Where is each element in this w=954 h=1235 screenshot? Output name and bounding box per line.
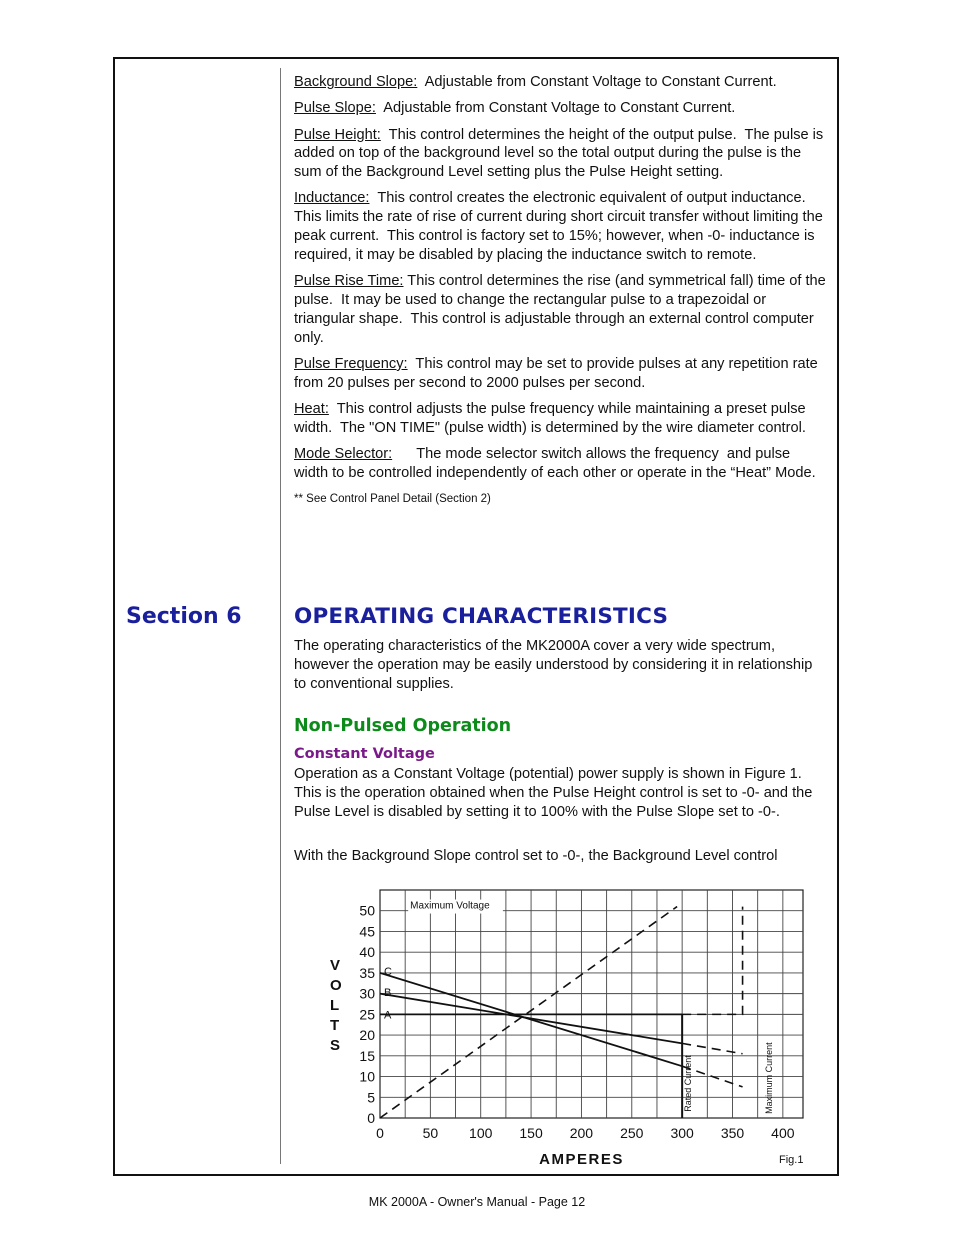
- control-term: Mode Selector:: [294, 446, 393, 463]
- section-label: Section 6: [126, 604, 242, 629]
- x-tick-label: 350: [720, 1125, 745, 1141]
- series-line: [682, 1043, 742, 1053]
- series-line: [380, 907, 677, 1118]
- annotation-max-voltage: Maximum Voltage: [410, 900, 490, 912]
- subheading-non-pulsed: Non-Pulsed Operation: [294, 716, 512, 736]
- subheading-constant-voltage: Constant Voltage: [294, 746, 435, 762]
- x-tick-label: 100: [469, 1125, 493, 1141]
- x-tick-label: 250: [620, 1125, 644, 1141]
- control-description: This control adjusts the pulse frequency while maintaining a preset pulse width. The "ON TIME" (pulse width) is determined by the wire diameter control.: [294, 400, 810, 436]
- control-description: The mode selector switch allows the frequency and pulse width to be controlled independently of each other or operate in the “Heat” Mode.: [294, 446, 816, 481]
- control-paragraph: [294, 355, 828, 393]
- footnote: ** See Control Panel Detail (Section 2): [294, 493, 491, 506]
- curve-label: A: [384, 1009, 392, 1022]
- page-footer: MK 2000A - Owner's Manual - Page 12: [368, 1195, 586, 1209]
- curve-label: B: [384, 986, 392, 999]
- y-tick-label: 45: [359, 923, 375, 940]
- y-tick-label: 50: [359, 902, 375, 919]
- control-paragraph: [294, 400, 828, 438]
- x-tick-label: 50: [422, 1125, 439, 1141]
- y-tick-label: 5: [367, 1089, 375, 1106]
- y-axis-label: V O L T S: [330, 957, 342, 1054]
- y-tick-label: 35: [359, 964, 375, 981]
- y-tick-label: 10: [359, 1068, 375, 1085]
- control-term: Pulse Rise Time:: [294, 273, 404, 290]
- x-axis-label: AMPERES: [539, 1151, 624, 1168]
- control-description: Adjustable from Constant Voltage to Constant Current.: [417, 74, 777, 90]
- control-description: This control creates the electronic equivalent of output inductance. This limits the rate of rise of current during short circuit transfer without limiting the peak current. This control is factory set to 15%; however, when -0- inductance is required, it may be disabled by placing the inductance switch to remote.: [294, 190, 827, 263]
- bg-paragraph: With the Background Slope control set to -0-, the Background Level control: [294, 848, 778, 864]
- x-tick-label: 0: [376, 1125, 384, 1141]
- control-description: Adjustable from Constant Voltage to Constant Current.: [375, 100, 736, 117]
- intro-paragraph: The operating characteristics of the MK2000A cover a very wide spectrum, however the operation may be easily understood by considering it in relationship to conventional supplies.: [294, 638, 813, 692]
- series-line: [682, 907, 742, 1015]
- control-description: This control determines the height of the output pulse. The pulse is added on top of the background level so the total output during the pulse is the sum of the Background Level setting plus the Pulse Height setting.: [294, 126, 828, 181]
- y-tick-label: 15: [359, 1047, 375, 1064]
- x-tick-label: 400: [771, 1125, 795, 1141]
- control-term: Background Slope:: [294, 74, 418, 90]
- control-paragraph: [294, 189, 828, 264]
- x-tick-label: 150: [519, 1125, 543, 1141]
- control-description: This control determines the rise (and symmetrical fall) time of the pulse. It may be used to change the rectangular pulse to a trapezoidal or triangular shape. This control is adjustable through an external control computer only.: [294, 273, 830, 346]
- y-tick-label: 20: [359, 1027, 375, 1044]
- y-tick-label: 30: [359, 985, 375, 1002]
- figure-1-chart: [310, 880, 820, 1175]
- annotation-rated-current: Rated Current: [683, 1055, 694, 1112]
- y-tick-label: 0: [367, 1110, 375, 1126]
- x-tick-label: 200: [569, 1125, 594, 1141]
- control-description: This control may be set to provide pulses at any repetition rate from 20 pulses per second to 2000 pulses per second.: [294, 355, 822, 391]
- control-term: Pulse Slope:: [294, 100, 376, 117]
- control-term: Pulse Height:: [294, 126, 381, 143]
- figure-label: Fig.1: [779, 1154, 804, 1166]
- control-term: Pulse Frequency:: [294, 355, 408, 372]
- y-tick-label: 40: [359, 944, 375, 961]
- control-paragraph: [294, 73, 828, 92]
- control-paragraph: [294, 126, 828, 182]
- control-paragraph: [294, 272, 828, 347]
- y-tick-label: 25: [359, 1006, 375, 1023]
- annotation-max-current: Maximum Current: [763, 1042, 774, 1114]
- cv-paragraph: Operation as a Constant Voltage (potential) power supply is shown in Figure 1. This is the operation obtained when the Pulse Height control is set to -0- and the Pulse Level is disabled by setting it to 100% with the Pulse Slope set to -0-.: [294, 766, 813, 820]
- control-paragraph: [294, 445, 828, 483]
- control-paragraph: [294, 99, 828, 118]
- section-title: OPERATING CHARACTERISTICS: [294, 604, 669, 629]
- curve-label: C: [384, 966, 392, 979]
- control-term: Heat:: [294, 400, 329, 417]
- control-term: Inductance:: [294, 190, 370, 207]
- x-tick-label: 300: [670, 1125, 694, 1141]
- control-descriptions: [294, 73, 828, 509]
- column-divider: [280, 68, 281, 1164]
